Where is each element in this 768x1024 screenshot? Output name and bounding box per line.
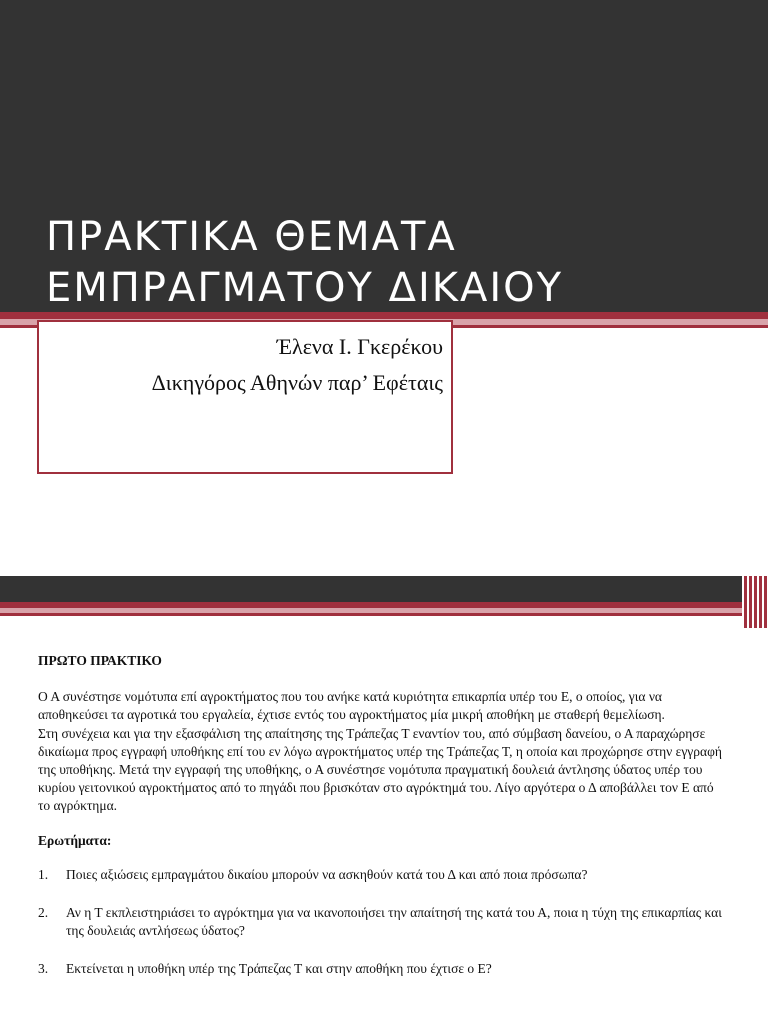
content-slide	[0, 576, 768, 1024]
question-number: 3.	[38, 961, 49, 977]
question-item	[38, 866, 728, 884]
title-line-2: ΕΜΠΡΑΓΜΑΤΟΥ ΔΙΚΑΙΟΥ	[46, 265, 564, 311]
header-band	[0, 576, 768, 602]
question-number: 2.	[38, 905, 49, 921]
question-number: 1.	[38, 866, 49, 882]
title-line-1: ΠΡΑΚΤΙΚΑ ΘΕΜΑΤΑ	[46, 214, 457, 260]
case-paragraph: Στη συνέχεια και για την εξασφάλιση της απαίτησης της Τράπεζας Τ εναντίον του, από σύμβαση δανείου, ο Α παραχώρησε δικαίωμα προς εγγραφή υποθήκης επί του εν λόγω αγροκτήματος υπέρ της Τράπεζας Τ, η οποία και προχώρησε στην εγγραφή της υποθήκης. Μετά την εγγραφή της υποθήκης, ο Α συνέστησε νομότυπα πραγματική δουλειά άντλησης ύδατος υπέρ του κυρίου γειτονικού αγροκτήματος από το πηγάδι που βρισκόταν στο αγρόκτημά του. Λίγο αργότερα ο Δ αποβάλλει τον Ε από το αγρόκτημα.	[38, 725, 722, 814]
question-text: Αν η Τ εκπλειστηριάσει το αγρόκτημα για να ικανοποιήσει την απαίτησή της κατά του Α, ποια η τύχη της επικαρπίας και της δουλειάς αντλήσεως ύδατος?	[66, 905, 722, 939]
questions-heading: Ερωτήματα:	[38, 832, 112, 848]
subtitle-box	[37, 320, 453, 474]
decorative-stripes	[742, 576, 768, 628]
case-content	[38, 652, 728, 999]
case-paragraph: Ο Α συνέστησε νομότυπα επί αγροκτήματος που του ανήκε κατά κυριότητα επικαρπία υπέρ του Ε, ο οποίος, για να αποθηκεύσει τα αγροτικά του εργαλεία, έχτισε εντός του αγροκτήματος μία μικρή αποθήκη με σταθερή θεμελίωση.	[38, 689, 665, 723]
accent-band	[0, 312, 768, 319]
author-name: Έλενα Ι. Γκερέκου	[276, 334, 443, 359]
author-role: Δικηγόρος Αθηνών παρ’ Εφέταις	[151, 370, 443, 395]
accent-band	[0, 613, 768, 616]
question-item	[38, 960, 728, 978]
slide-title	[46, 212, 746, 314]
question-text: Ποιες αξιώσεις εμπραγμάτου δικαίου μπορούν να ασκηθούν κατά του Δ και από ποια πρόσωπα?	[66, 866, 588, 882]
question-text: Εκτείνεται η υποθήκη υπέρ της Τράπεζας Τ και στην αποθήκη που έχτισε ο Ε?	[66, 961, 492, 977]
question-item	[38, 904, 728, 940]
case-heading: ΠΡΩΤΟ ΠΡΑΚΤΙΚΟ	[38, 653, 162, 668]
